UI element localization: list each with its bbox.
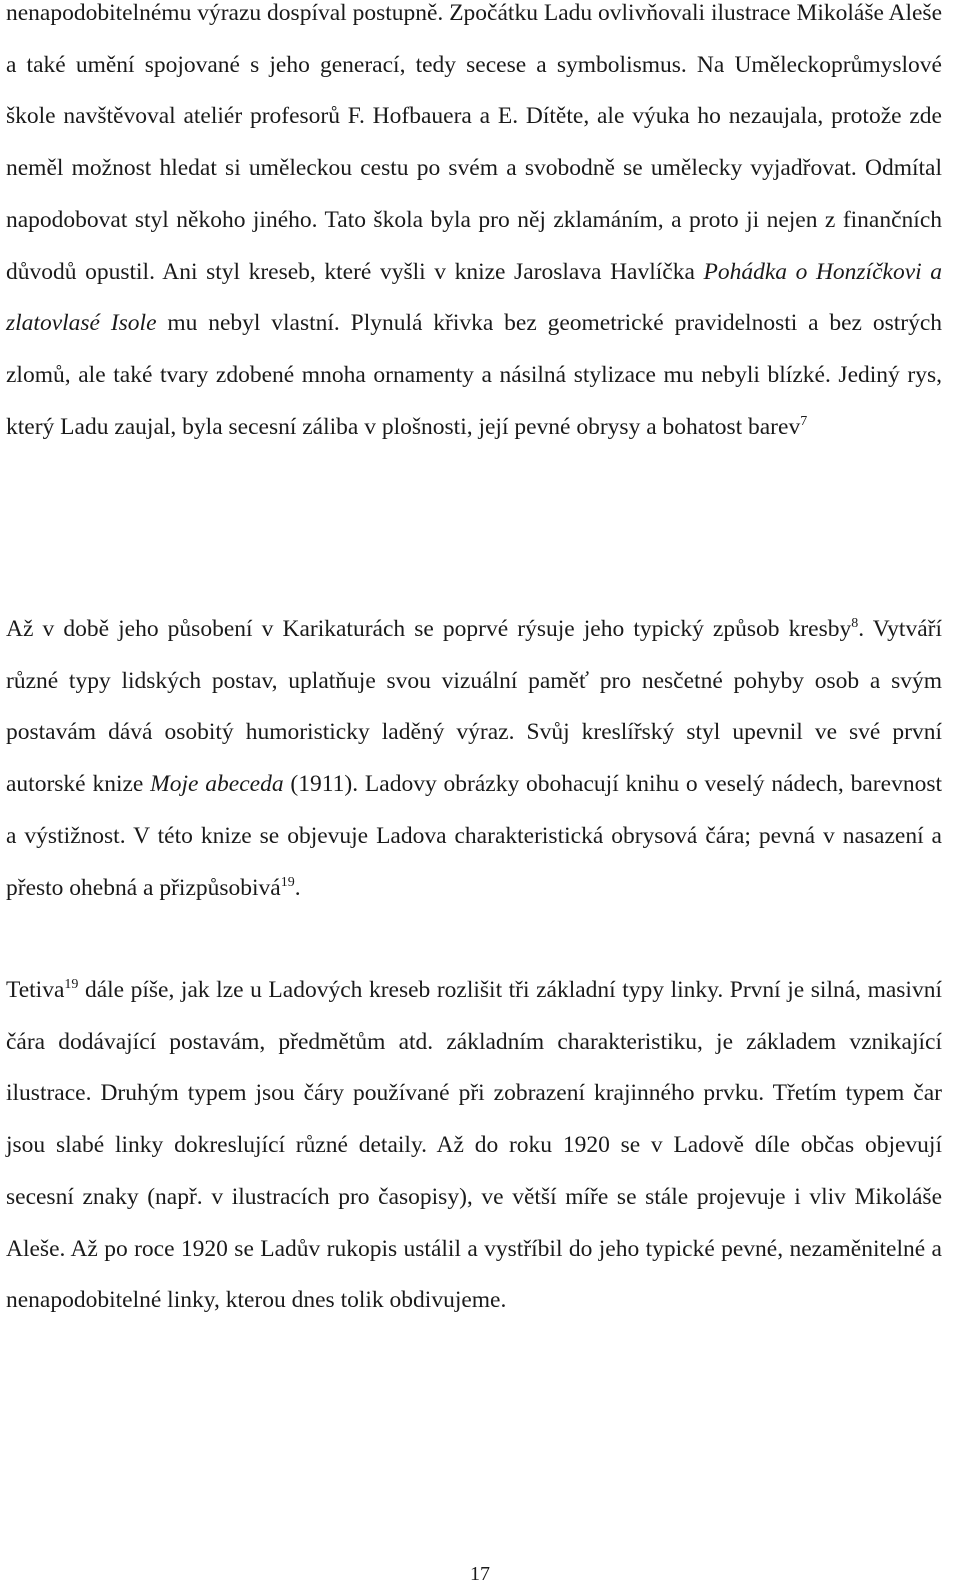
footnote-marker: 8 xyxy=(851,616,859,632)
paragraph-text-part: Tetiva xyxy=(6,977,65,1003)
paragraph-text-part: Až v době jeho působení v Karikaturách se poprvé rýsuje jeho typický způsob kresby xyxy=(6,616,852,642)
paragraph-text-part: nenapodobitelnému výrazu dospíval postupně. Zpočátku Ladu ovlivňovali ilustrace Mikoláše Aleše a také umění spojované s jeho generací, tedy secese a symbolismus. Na Uměleckoprůmyslové škole navštěvoval ateliér profesorů F. Hofbauera a E. Dítěte, ale výuka ho nezaujala, protože zde neměl možnost hledat si uměleckou cestu po svém a svobodně se umělecky vyjadřovat. Odmítal napodobovat styl někoho jiného. Tato škola byla pro něj zklamáním, a proto ji nejen z finančních důvodů opustil. Ani styl kreseb, které vyšli v knize Jaroslava Havlíčka xyxy=(6,0,942,285)
footnote-marker: 19 xyxy=(64,977,79,993)
paragraph-text-part: mu nebyl vlastní. Plynulá křivka bez geometrické pravidelnosti a bez ostrých zlomů, ale také tvary zdobené mnoha ornamenty a násilná stylizace mu nebyli blízké. Jediný rys, který Ladu zaujal, byla secesní záliba v plošnosti, její pevné obrysy a bohatost barev xyxy=(6,310,942,440)
book-title-italic: Moje abeceda xyxy=(150,771,284,798)
footnote-marker: 19 xyxy=(280,874,295,890)
paragraph-text xyxy=(6,0,942,453)
book-title-italic: Pohádka o Honzíčkovi a zlatovlasé Isole xyxy=(6,258,942,337)
paragraph-text-part: dále píše, jak lze u Ladových kreseb rozlišit tři základní typy linky. První je silná, masivní čára dodávající postavám, předmětům atd. základním charakteristiku, je základem vznikající ilustrace. Druhým typem jsou čáry používané při zobrazení krajinného prvku. Třetím typem čar jsou slabé linky dokreslující různé detaily. Až do roku 1920 se v Ladově díle občas objevují secesní znaky (např. v ilustracích pro časopisy), ve větší míře se stále projevuje i vliv Mikoláše Aleše. Až po roce 1920 se Ladův rukopis ustálil a vystříbil do jeho typické pevné, nezaměnitelné a nenapodobitelné linky, kterou dnes tolik obdivujeme. xyxy=(6,977,942,1314)
paragraph-karikatury-style xyxy=(6,604,942,914)
paragraph-text-part: . Vytváří různé typy lidských postav, uplatňuje svou vizuální paměť pro nesčetné pohyby osob a svým postavám dává osobitý humoristicky laděný výraz. Svůj kreslířský styl upevnil ve své první autorské knize xyxy=(6,616,942,798)
paragraph-text xyxy=(6,965,942,1327)
page-number: 17 xyxy=(470,1563,490,1585)
paragraph-text-part: (1911). Ladovy obrázky obohacují knihu o veselý nádech, barevnost a výstižnost. V této knize se objevuje Ladova charakteristická obrysová čára; pevná v nasazení a přesto ohebná a přizpůsobivá xyxy=(6,771,942,901)
footnote-marker: 7 xyxy=(800,413,808,429)
paragraph-line-types xyxy=(6,965,942,1327)
paragraph-lada-influences xyxy=(6,0,942,453)
paragraph-text xyxy=(6,604,942,914)
paragraph-text-part: . xyxy=(294,874,301,901)
